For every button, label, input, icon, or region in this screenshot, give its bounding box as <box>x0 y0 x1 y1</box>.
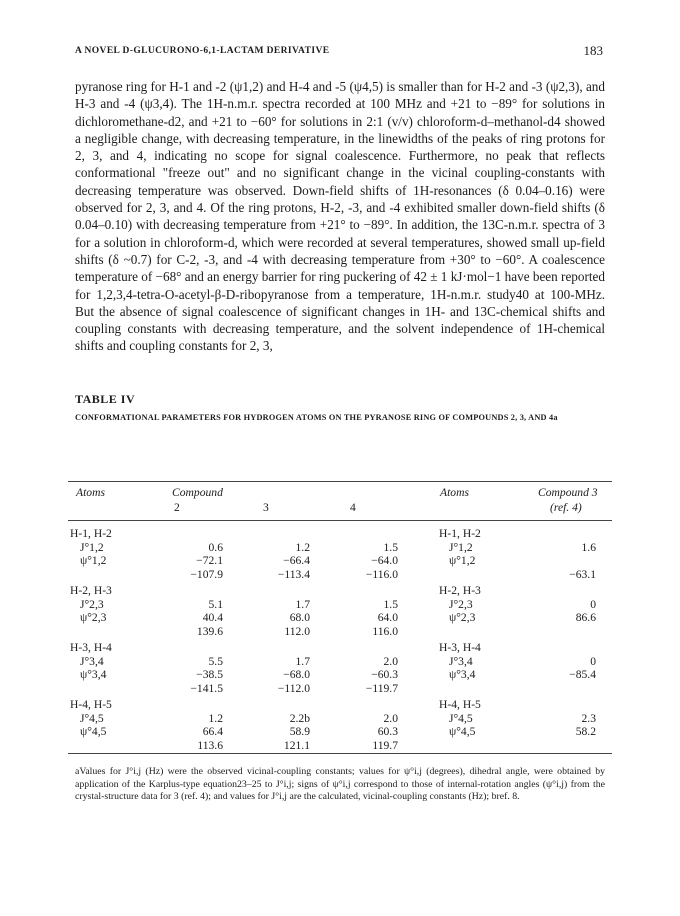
col-compound3-header: Compound 3 <box>538 486 598 499</box>
table-cell: −119.7 <box>365 681 398 695</box>
table-cell-right: 86.6 <box>575 611 596 624</box>
table-cell-right: −85.4 <box>569 668 596 681</box>
page-number: 183 <box>583 43 603 58</box>
table-cell-right: 58.2 <box>575 725 596 738</box>
table-cell: 5.5 <box>208 654 223 668</box>
table-cell: 0.6 <box>208 540 223 554</box>
group-label-right: H-2, H-3 <box>439 584 481 597</box>
group-label: H-1, H-2 <box>70 527 112 540</box>
table-cell: 1.2 <box>295 540 310 554</box>
table-top-rule <box>68 481 612 482</box>
table-caption: CONFORMATIONAL PARAMETERS FOR HYDROGEN ATOMS ON THE PYRANOSE RING OF COMPOUNDS 2, 3, AND 4a <box>75 413 558 422</box>
table-cell: −116.0 <box>365 567 398 581</box>
table-cell: 116.0 <box>372 624 398 638</box>
table-cell: −107.9 <box>190 567 223 581</box>
param-symbol-right: ψ°3,4 <box>449 668 476 681</box>
table-cell: 2.0 <box>383 654 398 668</box>
table-cell: 40.4 <box>202 611 223 624</box>
param-symbol: ψ°4,5 <box>80 725 107 738</box>
table-label: TABLE IV <box>75 392 136 406</box>
col-compound-header: Compound <box>172 486 223 499</box>
group-label-right: H-1, H-2 <box>439 527 481 540</box>
table-cell: 1.5 <box>383 540 398 554</box>
table-bottom-rule <box>68 753 612 754</box>
table-cell: 2.2b <box>289 711 310 725</box>
table-cell: 112.0 <box>284 624 310 638</box>
param-symbol-right: ψ°4,5 <box>449 725 476 738</box>
param-symbol-right: ψ°1,2 <box>449 554 476 567</box>
group-label-right: H-4, H-5 <box>439 698 481 711</box>
table-cell: 121.1 <box>283 738 310 752</box>
running-header <box>75 43 603 61</box>
table-cell: −68.0 <box>283 668 310 681</box>
table-cell-right: −63.1 <box>569 567 596 581</box>
table-cell: −64.0 <box>371 554 398 567</box>
param-symbol: J°2,3 <box>80 597 104 611</box>
table-cell-right: 0 <box>590 597 596 611</box>
table-cell: −72.1 <box>196 554 223 567</box>
col-atoms-header: Atoms <box>76 486 105 499</box>
table-header-rule <box>68 520 612 521</box>
param-symbol: ψ°2,3 <box>80 611 107 624</box>
table-cell: 113.6 <box>197 738 223 752</box>
param-symbol-right: J°2,3 <box>449 597 473 611</box>
table-cell: −113.4 <box>277 567 310 581</box>
table-cell: −141.5 <box>190 681 223 695</box>
col-ref-header: (ref. 4) <box>550 501 582 514</box>
param-symbol-right: J°4,5 <box>449 711 473 725</box>
table-cell: 1.7 <box>295 597 310 611</box>
body-text <box>75 78 605 355</box>
group-label: H-2, H-3 <box>70 584 112 597</box>
table-cell: 2.0 <box>383 711 398 725</box>
table-cell: 64.0 <box>377 611 398 624</box>
table-cell: −66.4 <box>283 554 310 567</box>
col-atoms-right-header: Atoms <box>440 486 469 499</box>
group-label: H-4, H-5 <box>70 698 112 711</box>
col-3-header: 3 <box>263 501 269 514</box>
table-cell: 1.5 <box>383 597 398 611</box>
body-paragraph: pyranose ring for H-1 and -2 (ψ1,2) and H-4 and -5 (ψ4,5) is smaller than for H-2 and -3 (ψ2,3), and H-3 and -4 (ψ3,4). The 1H-n.m.r. spectra recorded at 100 MHz and +21 to −89° for solutions in dichloromethane-d2, and +21 to −60° for solutions in 2:1 (v/v) chloroform-d–methanol-d4 showed a negligible change, with decreasing temperature, in the linewidths of the peaks of ring protons for 2, 3, and 4, indicating no scope for signal coalescence. Furthermore, no peak that reflects conformational "freeze out" and no significant change in the vicinal coupling-constants with decreasing temperature was observed. Down-field shifts of 1H-resonances (δ 0.04–0.16) were observed for 2, 3, and 4. Of the ring protons, H-2, -3, and -4 exhibited smaller down-field shifts (δ 0.04–0.10) with decreasing temperature from +21° to −89°. In addition, the 13C-n.m.r. spectra of 3 for a solution in chloroform-d, which were recorded at several temperatures, showed small up-field shifts (δ ~0.7) for C-2, -3, and -4 with decreasing temperature from +30° to −60°. A coalescence temperature of −68° and an energy barrier for ring puckering of 42 ± 1 kJ·mol−1 have been reported for 1,2,3,4-tetra-O-acetyl-β-D-ribopyranose from a temperature, 1H-n.m.r. study40 at 100-MHz. But the absence of signal coalescence of significant changes in 1H- and 13C-chemical shifts and coupling constants with decreasing temperature, and the solvent independence of 1H-chemical shifts and coupling constants for 2, 3, <box>75 79 605 354</box>
param-symbol: J°3,4 <box>80 654 104 668</box>
table-footnote: aValues for J°i,j (Hz) were the observed vicinal-coupling constants; values for ψ°i,j (degrees), dihedral angle, were obtained by application of the Karplus-type equation23–25 to J°i,j; signs of ψ°i,j correspond to those of internal-rotation angles (ψ°i,j) from the crystal-structure data for 3 (ref. 4); and values for J°i,j are the calculated, vicinal-coupling constants (Hz); bref. 8. <box>75 766 605 803</box>
table-cell: −38.5 <box>196 668 223 681</box>
col-2-header: 2 <box>174 501 180 514</box>
col-4-header: 4 <box>350 501 356 514</box>
table-cell: 139.6 <box>196 624 223 638</box>
table-cell: 58.9 <box>289 725 310 738</box>
table-body <box>68 527 612 752</box>
param-symbol: J°1,2 <box>80 540 104 554</box>
param-symbol-right: ψ°2,3 <box>449 611 476 624</box>
table-cell: −112.0 <box>277 681 310 695</box>
param-symbol: ψ°3,4 <box>80 668 107 681</box>
param-symbol: ψ°1,2 <box>80 554 107 567</box>
param-symbol-right: J°3,4 <box>449 654 473 668</box>
table-cell: 60.3 <box>377 725 398 738</box>
param-symbol: J°4,5 <box>80 711 104 725</box>
table-cell: 68.0 <box>289 611 310 624</box>
group-label: H-3, H-4 <box>70 641 112 654</box>
table-cell: 66.4 <box>202 725 223 738</box>
table-cell-right: 0 <box>590 654 596 668</box>
table-cell: −60.3 <box>371 668 398 681</box>
group-label-right: H-3, H-4 <box>439 641 481 654</box>
table-cell: 5.1 <box>208 597 223 611</box>
running-title: A NOVEL D-GLUCURONO-6,1-LACTAM DERIVATIVE <box>75 46 330 56</box>
table-cell: 119.7 <box>372 738 398 752</box>
table-cell-right: 1.6 <box>581 540 596 554</box>
param-symbol-right: J°1,2 <box>449 540 473 554</box>
table-cell: 1.7 <box>295 654 310 668</box>
table-cell-right: 2.3 <box>581 711 596 725</box>
table-cell: 1.2 <box>208 711 223 725</box>
